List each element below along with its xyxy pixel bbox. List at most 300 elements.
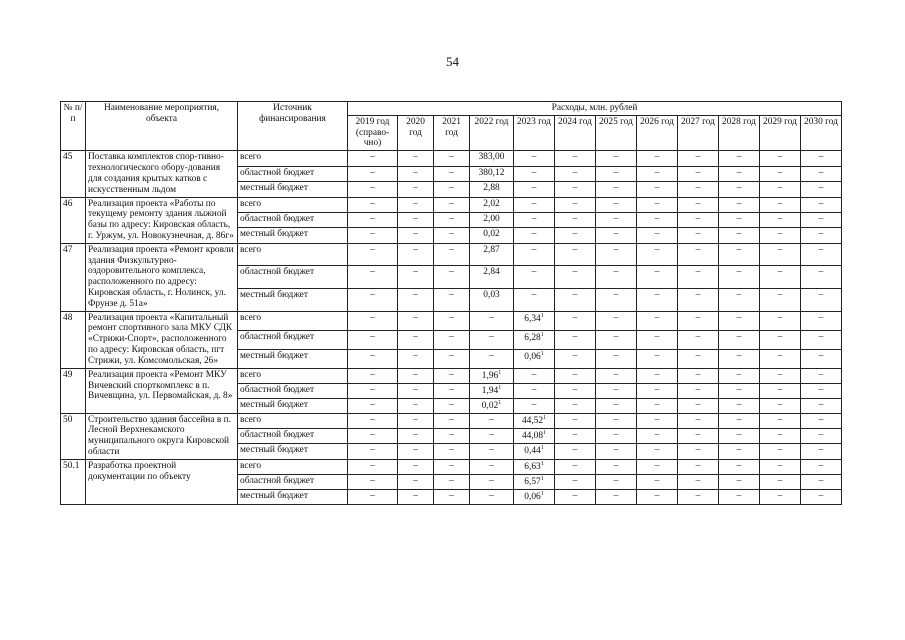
expense-amount: –: [654, 369, 660, 380]
expense-value: [637, 166, 678, 181]
expense-value: [348, 474, 398, 489]
expense-value: [514, 489, 555, 504]
expense-amount: –: [777, 267, 783, 278]
expense-amount: –: [370, 213, 375, 224]
expense-amount: –: [413, 244, 418, 255]
expense-value: [637, 489, 678, 504]
expense-amount: –: [654, 244, 660, 255]
footnote-marker: 1: [543, 414, 547, 421]
expense-value: [596, 212, 637, 227]
expense-amount: –: [777, 475, 783, 486]
expense-amount: –: [654, 429, 660, 440]
expense-value: [719, 228, 760, 243]
funding-source: областной бюджет: [238, 474, 348, 489]
expense-value: [555, 166, 596, 181]
expense-amount: –: [613, 290, 619, 300]
expense-amount: 1,94: [481, 385, 499, 396]
table-header: [61, 102, 842, 151]
expense-value: [348, 212, 398, 227]
expense-value: [555, 489, 596, 504]
expense-value: [470, 428, 514, 443]
funding-source: областной бюджет: [238, 330, 348, 349]
expense-value: [760, 166, 801, 181]
expense-value: [398, 266, 434, 289]
expense-amount: –: [818, 213, 824, 224]
expense-value: [678, 474, 719, 489]
expense-amount: –: [370, 384, 375, 395]
expense-value: [348, 289, 398, 312]
expense-amount: –: [489, 490, 494, 501]
expense-value: [555, 459, 596, 474]
expense-amount: –: [613, 414, 619, 425]
expense-amount: 1,96: [481, 370, 499, 381]
expense-value: [678, 398, 719, 413]
expense-value: [801, 197, 842, 212]
expense-amount: –: [613, 369, 619, 380]
expense-value: [470, 383, 514, 398]
expense-value: [678, 383, 719, 398]
expense-amount: –: [531, 244, 537, 255]
expense-amount: –: [777, 350, 783, 361]
expense-amount: –: [818, 198, 824, 209]
expense-amount: –: [449, 152, 454, 163]
header-expenses: Расходы, млн. рублей: [348, 102, 842, 116]
expense-amount: –: [449, 213, 454, 224]
expense-value: [555, 182, 596, 197]
expense-amount: –: [736, 167, 742, 178]
expense-value: [760, 349, 801, 368]
expense-value: [470, 289, 514, 312]
expense-amount: –: [370, 445, 375, 456]
expense-amount: –: [777, 229, 783, 240]
expense-amount: –: [613, 399, 619, 410]
expense-amount: –: [370, 369, 375, 380]
expense-amount: –: [370, 350, 375, 361]
expense-value: [348, 197, 398, 212]
expense-amount: –: [654, 290, 660, 300]
expense-value: [678, 489, 719, 504]
expense-value: [348, 266, 398, 289]
expense-value: [514, 243, 555, 266]
expense-value: [760, 182, 801, 197]
expense-value: [719, 489, 760, 504]
expense-amount: –: [413, 290, 418, 300]
expense-value: [348, 182, 398, 197]
expense-value: [719, 197, 760, 212]
expense-value: [596, 151, 637, 166]
expense-value: [514, 266, 555, 289]
header-year: [678, 115, 719, 150]
expense-value: [514, 383, 555, 398]
expense-amount: –: [736, 369, 742, 380]
expense-amount: –: [613, 429, 619, 440]
expense-amount: –: [613, 460, 619, 471]
expense-value: [470, 368, 514, 383]
expense-amount: –: [777, 399, 783, 410]
expense-value: [434, 266, 470, 289]
header-year: [514, 115, 555, 150]
header-year: [434, 115, 470, 150]
expense-value: [760, 330, 801, 349]
expense-amount: –: [818, 369, 824, 380]
expense-amount: –: [449, 414, 454, 425]
expense-value: [434, 311, 470, 330]
expense-amount: –: [736, 331, 742, 342]
expense-amount: –: [736, 414, 742, 425]
expense-value: [637, 212, 678, 227]
expense-value: [678, 459, 719, 474]
expense-amount: –: [818, 152, 824, 163]
expense-value: [348, 368, 398, 383]
expense-value: [470, 151, 514, 166]
expense-value: [719, 182, 760, 197]
item-number: 49: [61, 368, 86, 413]
expense-value: [514, 330, 555, 349]
expense-amount: –: [736, 152, 742, 163]
expense-amount: –: [572, 414, 578, 425]
expense-amount: –: [695, 198, 701, 209]
expense-value: [434, 151, 470, 166]
expense-value: [596, 444, 637, 459]
expense-value: [470, 243, 514, 266]
expense-amount: –: [613, 267, 619, 278]
expense-amount: –: [654, 267, 660, 278]
expense-amount: –: [613, 331, 619, 342]
item-number: 50.1: [61, 459, 86, 504]
header-year-label: 2024 год: [558, 116, 592, 127]
expense-amount: –: [449, 490, 454, 501]
expense-value: [470, 413, 514, 428]
expense-amount: –: [818, 399, 824, 410]
expense-value: [398, 459, 434, 474]
expense-value: [801, 243, 842, 266]
expense-amount: –: [449, 445, 454, 456]
header-year-label: 2030 год: [804, 116, 838, 127]
expense-value: [760, 151, 801, 166]
expense-amount: –: [654, 152, 660, 163]
expense-value: [398, 428, 434, 443]
expense-value: [801, 349, 842, 368]
expense-value: [760, 212, 801, 227]
header-year: [555, 115, 596, 150]
funding-source: всего: [238, 243, 348, 266]
expense-value: [348, 151, 398, 166]
expense-amount: –: [449, 350, 454, 361]
expense-value: [434, 428, 470, 443]
expense-amount: –: [736, 475, 742, 486]
expense-value: [514, 428, 555, 443]
expense-value: [596, 182, 637, 197]
expense-amount: –: [818, 183, 824, 194]
expense-value: [514, 459, 555, 474]
expense-value: [555, 398, 596, 413]
expense-amount: –: [736, 399, 742, 410]
expense-value: [678, 368, 719, 383]
table-row: [61, 151, 842, 166]
expense-amount: –: [413, 229, 418, 240]
expense-value: [514, 212, 555, 227]
expense-amount: 2,84: [483, 267, 500, 278]
expense-amount: –: [777, 490, 783, 501]
expense-value: [719, 383, 760, 398]
expense-value: [470, 266, 514, 289]
expense-amount: –: [654, 198, 660, 209]
expense-value: [760, 428, 801, 443]
expense-amount: –: [777, 152, 783, 163]
expense-amount: –: [736, 384, 742, 395]
expense-amount: –: [449, 475, 454, 486]
expense-value: [719, 166, 760, 181]
expense-amount: –: [413, 312, 418, 323]
expense-value: [637, 228, 678, 243]
expense-value: [555, 413, 596, 428]
expense-amount: –: [654, 183, 660, 194]
expense-value: [434, 398, 470, 413]
footnote-marker: 1: [540, 312, 544, 319]
expense-amount: –: [818, 429, 824, 440]
expense-value: [470, 166, 514, 181]
expense-value: [398, 474, 434, 489]
expense-amount: 383,00: [478, 152, 505, 163]
expense-amount: –: [695, 414, 701, 425]
expense-amount: –: [818, 490, 824, 501]
expense-value: [555, 428, 596, 443]
expense-value: [678, 197, 719, 212]
expense-amount: 6,57: [524, 476, 541, 487]
expense-value: [760, 444, 801, 459]
expense-amount: –: [370, 183, 375, 194]
expense-value: [678, 212, 719, 227]
expense-amount: –: [413, 331, 418, 342]
expense-amount: 0,03: [483, 290, 500, 300]
expense-amount: –: [531, 213, 537, 224]
expense-value: [678, 428, 719, 443]
expense-value: [801, 444, 842, 459]
expense-amount: –: [572, 475, 578, 486]
expense-amount: –: [370, 167, 375, 178]
expense-amount: –: [695, 183, 701, 194]
expense-value: [719, 311, 760, 330]
expense-amount: –: [449, 331, 454, 342]
expense-value: [678, 289, 719, 312]
expense-amount: –: [449, 312, 454, 323]
expense-amount: –: [413, 152, 418, 163]
expense-value: [678, 413, 719, 428]
expense-value: [470, 349, 514, 368]
expense-value: [596, 368, 637, 383]
expense-amount: 2,00: [483, 213, 500, 224]
header-year-label: 2027 год: [681, 116, 715, 127]
expense-value: [434, 444, 470, 459]
expense-amount: –: [572, 198, 578, 209]
expense-amount: –: [736, 183, 742, 194]
footnote-marker: 1: [540, 475, 544, 482]
expense-amount: –: [613, 350, 619, 361]
expense-value: [470, 311, 514, 330]
expense-amount: –: [370, 460, 375, 471]
expense-amount: –: [654, 490, 660, 501]
expense-amount: –: [736, 229, 742, 240]
expense-amount: –: [489, 460, 494, 471]
expense-value: [514, 398, 555, 413]
expense-amount: –: [818, 445, 824, 456]
expense-amount: –: [777, 244, 783, 255]
footnote-marker: 1: [540, 490, 544, 497]
expense-value: [596, 197, 637, 212]
header-year-label: 2020 год: [406, 116, 425, 138]
expense-amount: –: [818, 350, 824, 361]
expense-value: [678, 444, 719, 459]
expense-value: [348, 383, 398, 398]
expense-amount: –: [449, 267, 454, 278]
expense-value: [596, 311, 637, 330]
expense-value: [637, 398, 678, 413]
expense-value: [555, 289, 596, 312]
expense-value: [555, 243, 596, 266]
expense-amount: –: [572, 290, 578, 300]
expense-amount: 6,28: [524, 332, 541, 343]
expense-amount: –: [818, 384, 824, 395]
expense-amount: 0,44: [524, 446, 541, 457]
expense-value: [514, 368, 555, 383]
funding-source: всего: [238, 413, 348, 428]
expense-value: [596, 243, 637, 266]
table-body: [61, 151, 842, 504]
header-year: [596, 115, 637, 150]
expense-amount: –: [818, 244, 824, 255]
expense-value: [637, 311, 678, 330]
expense-amount: –: [572, 312, 578, 323]
header-year-label: 2029 год: [763, 116, 797, 127]
expense-value: [760, 474, 801, 489]
expense-value: [760, 383, 801, 398]
expense-value: [555, 444, 596, 459]
expense-value: [596, 413, 637, 428]
expense-value: [434, 243, 470, 266]
expense-value: [348, 459, 398, 474]
expense-amount: –: [531, 152, 537, 163]
expense-amount: –: [531, 267, 537, 278]
expense-amount: –: [531, 167, 537, 178]
expense-amount: –: [613, 229, 619, 240]
header-year: [719, 115, 760, 150]
expense-value: [348, 428, 398, 443]
expense-value: [514, 444, 555, 459]
expense-value: [470, 444, 514, 459]
expense-value: [596, 228, 637, 243]
expense-amount: 380,12: [478, 167, 505, 178]
expense-amount: –: [572, 244, 578, 255]
expense-amount: –: [370, 244, 375, 255]
expense-amount: –: [654, 460, 660, 471]
expense-amount: 2,02: [483, 198, 500, 209]
expense-value: [434, 459, 470, 474]
expense-value: [678, 151, 719, 166]
funding-source: всего: [238, 197, 348, 212]
expense-amount: –: [818, 312, 824, 323]
expense-value: [719, 151, 760, 166]
expense-amount: –: [613, 183, 619, 194]
expense-value: [514, 311, 555, 330]
expense-value: [398, 383, 434, 398]
header-year-label: 2019 год: [355, 116, 390, 127]
expense-value: [678, 311, 719, 330]
expense-value: [596, 428, 637, 443]
expense-amount: –: [777, 445, 783, 456]
expense-amount: –: [654, 229, 660, 240]
funding-source: областной бюджет: [238, 383, 348, 398]
header-year-label: 2028 год: [722, 116, 756, 127]
expense-value: [596, 398, 637, 413]
item-name: Строительство здания бассейна в п. Лесной Верхнекамского муниципального округа Кировской области: [86, 413, 238, 459]
expense-amount: –: [695, 445, 701, 456]
expense-amount: –: [572, 213, 578, 224]
expense-amount: –: [736, 198, 742, 209]
expense-value: [801, 151, 842, 166]
expense-value: [637, 243, 678, 266]
expense-value: [719, 243, 760, 266]
expense-amount: –: [413, 384, 418, 395]
funding-source: областной бюджет: [238, 166, 348, 181]
item-name: Поставка комплектов спор-тивно-технологического обору-дования для создания крытых катков с искусственным льдом: [86, 151, 238, 197]
expense-amount: –: [489, 429, 494, 440]
expense-value: [555, 266, 596, 289]
expense-value: [637, 413, 678, 428]
expense-value: [719, 444, 760, 459]
expense-amount: –: [695, 369, 701, 380]
expense-amount: –: [613, 152, 619, 163]
expense-value: [555, 474, 596, 489]
header-year: [637, 115, 678, 150]
expense-value: [637, 182, 678, 197]
expense-amount: –: [370, 414, 375, 425]
funding-source: всего: [238, 368, 348, 383]
item-name: Реализация проекта «Ремонт МКУ Вичевский спорткомплекс в п. Вичевщина, ул. Первомайская, д. 8»: [86, 368, 238, 413]
expense-amount: –: [572, 429, 578, 440]
expense-amount: –: [449, 384, 454, 395]
expense-amount: –: [449, 167, 454, 178]
expense-value: [348, 243, 398, 266]
expense-value: [398, 368, 434, 383]
expense-amount: –: [531, 399, 537, 410]
expense-value: [434, 489, 470, 504]
expense-amount: –: [654, 213, 660, 224]
expense-value: [398, 398, 434, 413]
expense-value: [719, 428, 760, 443]
expense-amount: –: [736, 429, 742, 440]
table-row: [61, 243, 842, 266]
expense-amount: –: [489, 414, 494, 425]
expense-value: [596, 459, 637, 474]
expense-value: [470, 489, 514, 504]
expense-value: [555, 311, 596, 330]
expense-value: [398, 197, 434, 212]
expense-value: [555, 330, 596, 349]
expense-amount: –: [370, 152, 375, 163]
funding-source: областной бюджет: [238, 212, 348, 227]
expense-amount: –: [736, 213, 742, 224]
footnote-marker: 1: [498, 369, 502, 376]
header-year-note: (справо-чно): [355, 127, 390, 149]
expense-value: [434, 349, 470, 368]
expense-value: [596, 383, 637, 398]
expense-value: [637, 383, 678, 398]
funding-source: местный бюджет: [238, 182, 348, 197]
expense-amount: –: [695, 399, 701, 410]
item-name: Разработка проектной документации по объекту: [86, 459, 238, 504]
footnote-marker: 1: [540, 331, 544, 338]
expense-amount: 0,06: [524, 351, 541, 362]
